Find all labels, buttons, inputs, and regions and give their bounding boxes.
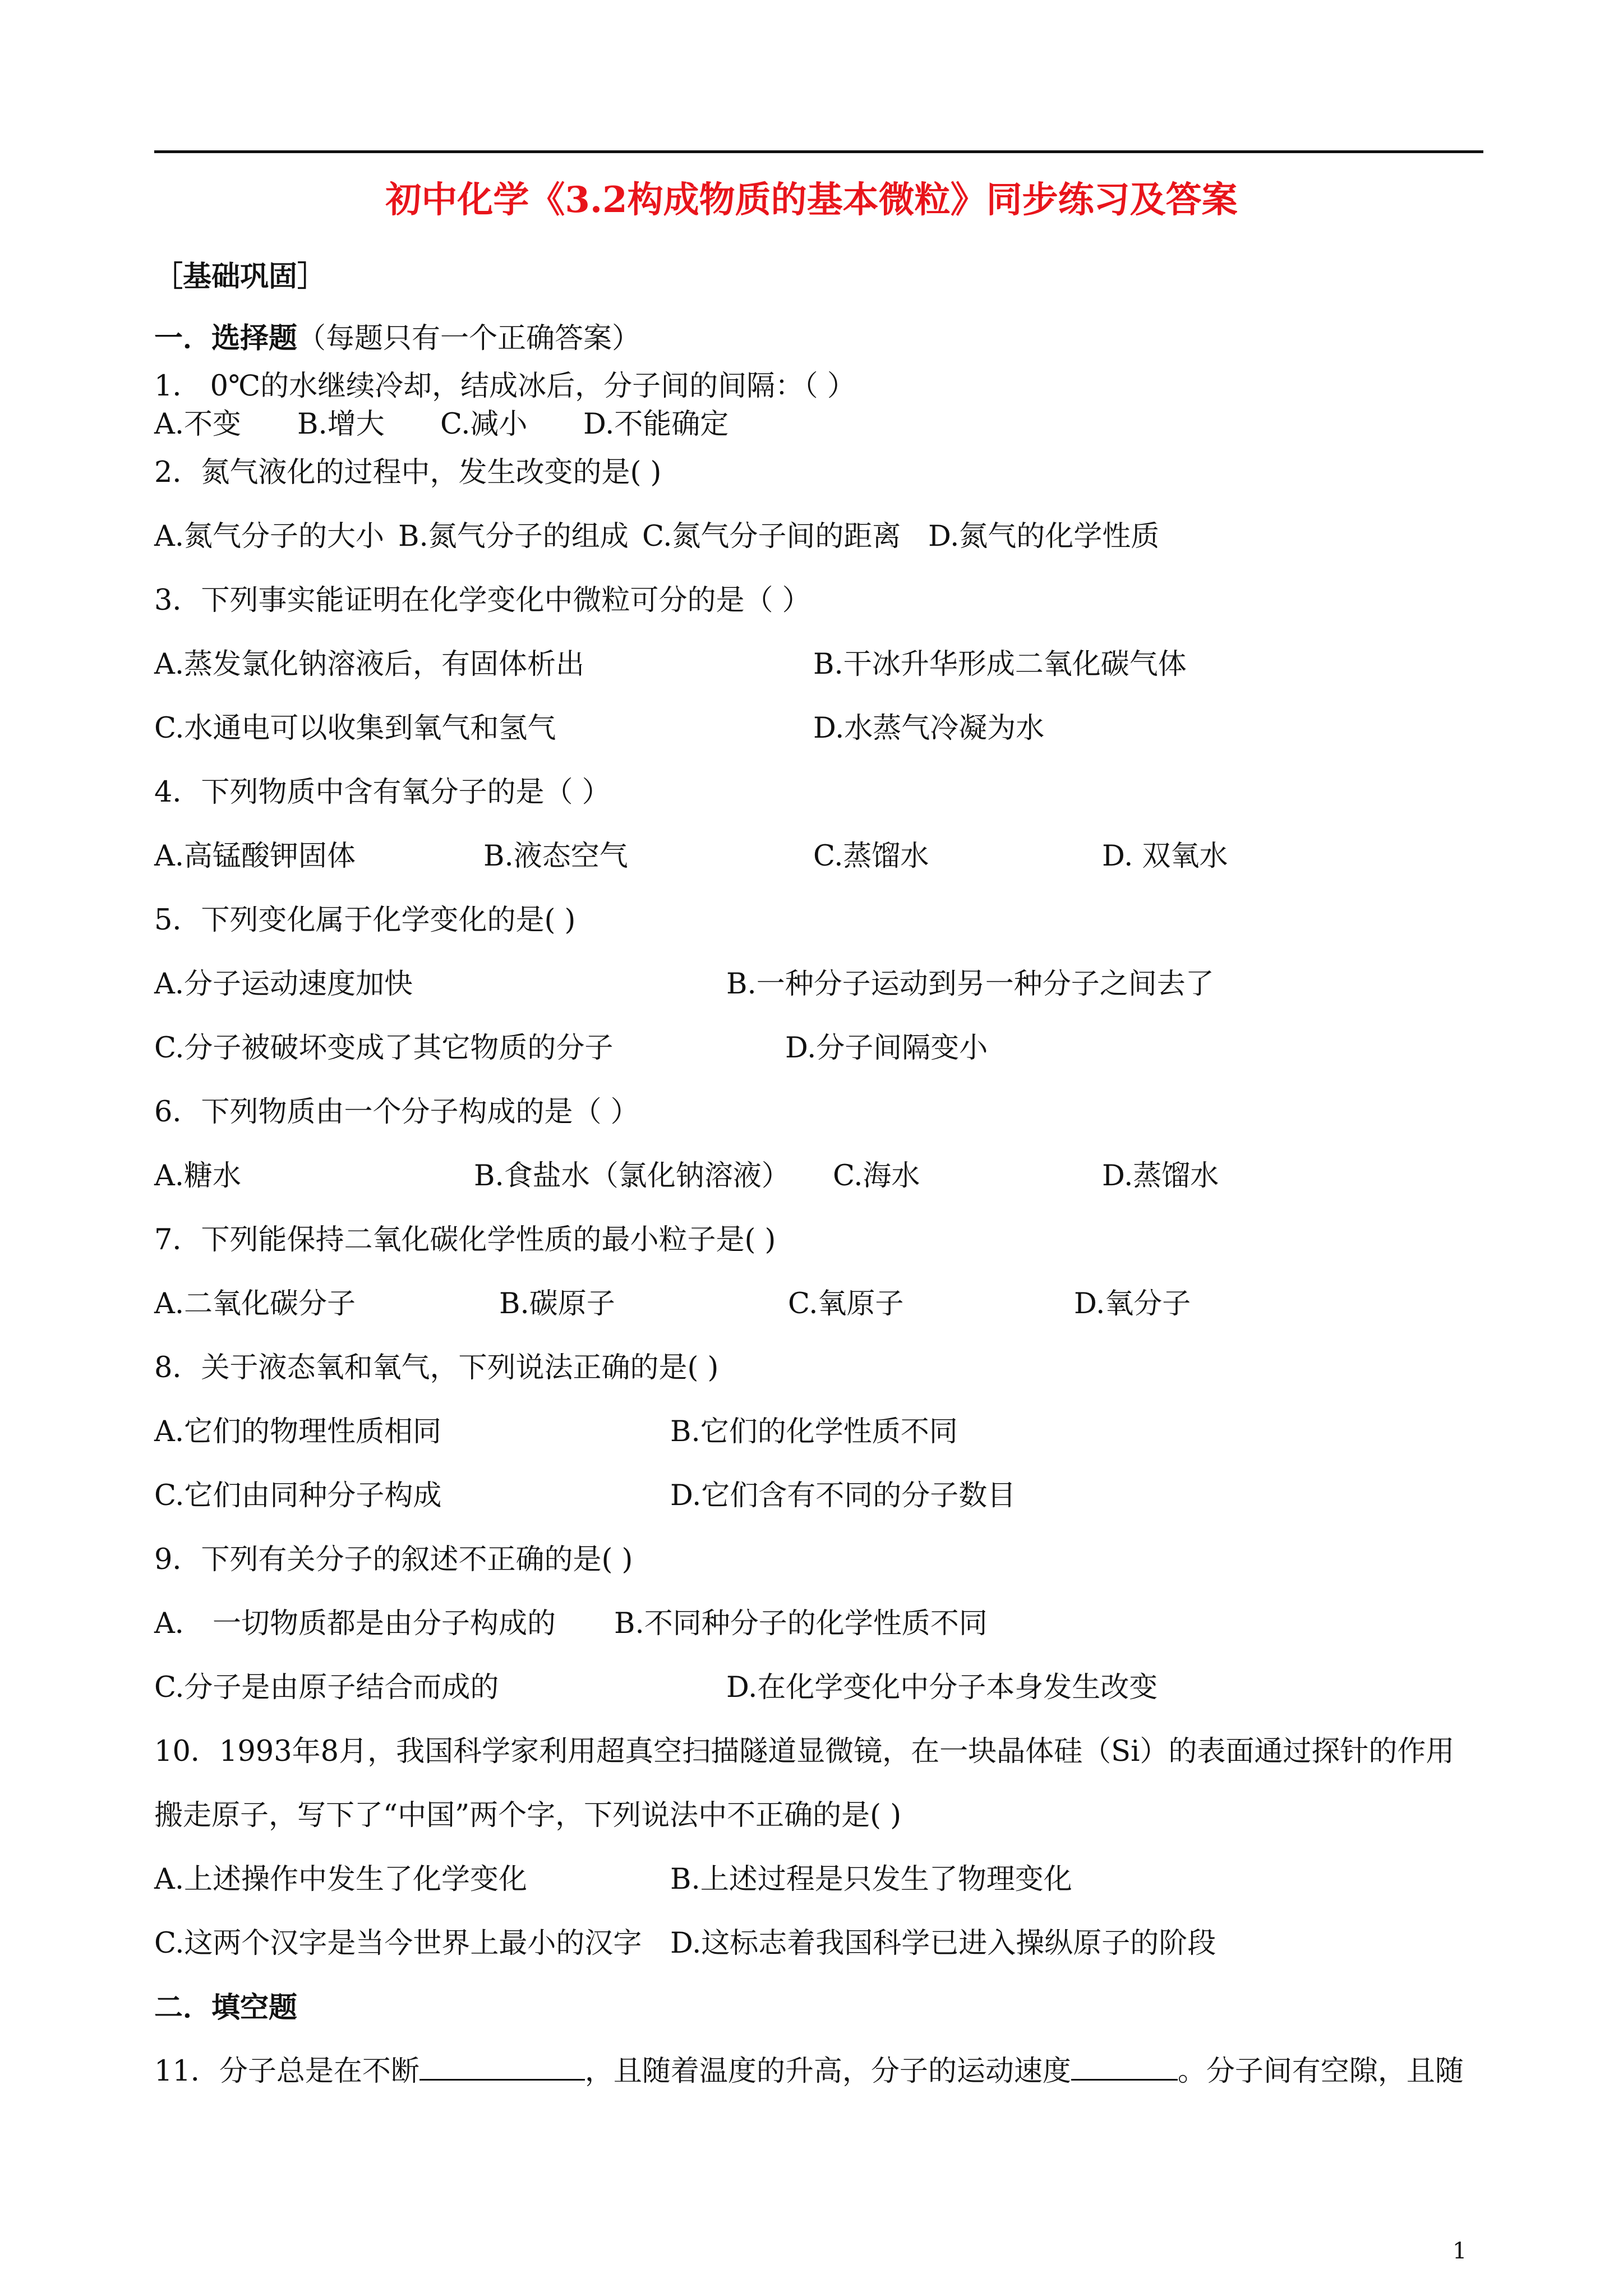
q5-option-c: C.分子被破坏变成了其它物质的分子 [154, 1032, 614, 1065]
q9-option-d: D.在化学变化中分子本身发生改变 [726, 1671, 1158, 1704]
page-number: 1 [1453, 2238, 1467, 2264]
part1-heading: 一．选择题 [154, 321, 298, 355]
q7-option-a: A.二氧化碳分子 [154, 1287, 356, 1320]
q11-text-1: 11．分子总是在不断 [154, 2055, 419, 2088]
q4-option-c: C.蒸馏水 [813, 840, 929, 873]
question-4-stem: 4．下列物质中含有氧分子的是（ ） [154, 776, 611, 809]
header-rule [154, 150, 1483, 153]
part1-note: （每题只有一个正确答案） [297, 322, 641, 355]
question-11 [154, 2054, 1464, 2089]
q11-blank-2 [1071, 2054, 1178, 2081]
q6-option-b: B.食盐水（氯化钠溶液） [474, 1159, 790, 1193]
q9-option-b: B.不同种分子的化学性质不同 [614, 1607, 988, 1640]
q6-option-a: A.糖水 [154, 1159, 242, 1193]
question-10-stem-continued: 搬走原子，写下了“中国”两个字，下列说法中不正确的是( ) [154, 1799, 902, 1832]
q2-option-c: C.氮气分子间的距离 [642, 520, 901, 553]
question-3-stem: 3．下列事实能证明在化学变化中微粒可分的是（ ） [154, 584, 811, 617]
q9-option-c: C.分子是由原子结合而成的 [154, 1671, 499, 1704]
q3-option-d: D.水蒸气冷凝为水 [813, 712, 1045, 745]
q1-option-b: B.增大 [297, 408, 385, 441]
page-title: 初中化学《3.2构成物质的基本微粒》同步练习及答案 [385, 179, 1238, 221]
q7-option-d: D.氧分子 [1074, 1287, 1191, 1320]
q3-option-a: A.蒸发氯化钠溶液后，有固体析出 [154, 648, 585, 681]
q7-option-b: B.碳原子 [499, 1287, 615, 1320]
q6-option-d: D.蒸馏水 [1102, 1159, 1219, 1193]
q2-option-a: A.氮气分子的大小 [154, 520, 385, 553]
q11-blank-1 [419, 2054, 585, 2081]
question-1-stem: 1． 0℃的水继续冷却，结成冰后，分子间的间隔：（ ） [154, 370, 856, 403]
q5-option-b: B.一种分子运动到另一种分子之间去了 [726, 968, 1214, 1001]
part2-heading: 二．填空题 [154, 1991, 298, 2024]
q10-option-a: A.上述操作中发生了化学变化 [154, 1863, 528, 1896]
q1-option-c: C.减小 [440, 408, 528, 441]
q1-option-d: D.不能确定 [583, 408, 729, 441]
q8-option-a: A.它们的物理性质相同 [154, 1415, 442, 1448]
q5-option-a: A.分子运动速度加快 [154, 968, 413, 1001]
q10-option-c: C.这两个汉字是当今世界上最小的汉字 [154, 1927, 642, 1960]
q3-option-b: B.干冰升华形成二氧化碳气体 [813, 648, 1187, 681]
q8-option-d: D.它们含有不同的分子数目 [670, 1479, 1016, 1512]
question-8-stem: 8．关于液态氧和氧气，下列说法正确的是( ) [154, 1351, 719, 1384]
section-label: ［基础巩固］ [154, 260, 326, 293]
question-7-stem: 7．下列能保持二氧化碳化学性质的最小粒子是( ) [154, 1223, 776, 1257]
q3-option-c: C.水通电可以收集到氧气和氢气 [154, 712, 556, 745]
q10-option-d: D.这标志着我国科学已进入操纵原子的阶段 [670, 1927, 1216, 1960]
question-2-stem: 2．氮气液化的过程中，发生改变的是( ) [154, 456, 662, 489]
q11-text-3: 。分子间有空隙，且随 [1177, 2055, 1464, 2088]
q5-option-d: D.分子间隔变小 [785, 1032, 988, 1065]
part1-heading-line [154, 321, 640, 356]
q7-option-c: C.氧原子 [788, 1287, 904, 1320]
q4-option-a: A.高锰酸钾固体 [154, 840, 356, 873]
question-10-stem: 10．1993年8月，我国科学家利用超真空扫描隧道显微镜，在一块晶体硅（Si）的表面通过探针的作用 [154, 1735, 1455, 1768]
q8-option-c: C.它们由同种分子构成 [154, 1479, 442, 1512]
q2-option-d: D.氮气的化学性质 [928, 520, 1160, 553]
q9-option-a: A． 一切物质都是由分子构成的 [154, 1607, 556, 1640]
q2-option-b: B.氮气分子的组成 [398, 520, 629, 553]
question-9-stem: 9．下列有关分子的叙述不正确的是( ) [154, 1543, 633, 1576]
q4-option-d: D. 双氧水 [1102, 840, 1228, 873]
q1-option-a: A.不变 [154, 408, 242, 441]
q6-option-c: C.海水 [833, 1159, 920, 1193]
question-6-stem: 6．下列物质由一个分子构成的是（ ） [154, 1096, 639, 1129]
q11-text-2: ，且随着温度的升高，分子的运动速度 [584, 2055, 1071, 2088]
q4-option-b: B.液态空气 [483, 840, 628, 873]
q10-option-b: B.上述过程是只发生了物理变化 [670, 1863, 1072, 1896]
question-5-stem: 5．下列变化属于化学变化的是( ) [154, 904, 576, 937]
q8-option-b: B.它们的化学性质不同 [670, 1415, 958, 1448]
